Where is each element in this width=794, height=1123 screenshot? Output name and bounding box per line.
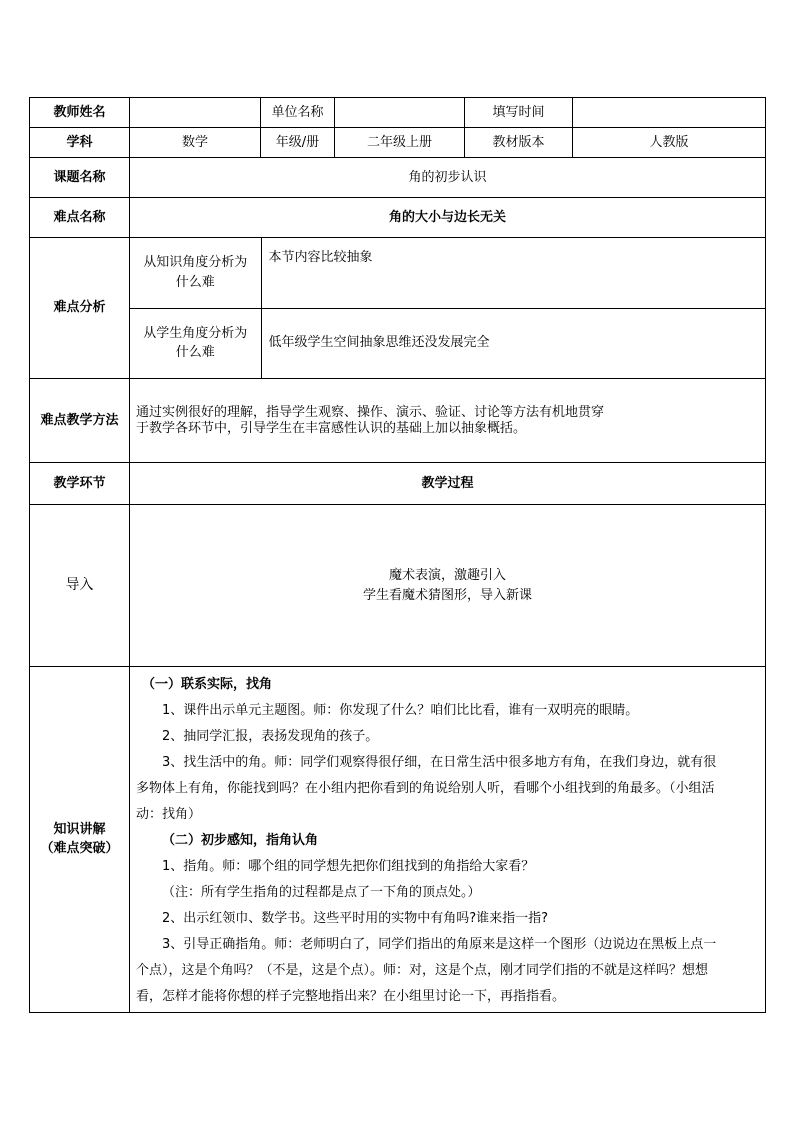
subject-value: 数学 bbox=[130, 128, 261, 158]
intro-row bbox=[30, 505, 766, 667]
analysis-row bbox=[30, 238, 766, 379]
paragraph-line: 2、抽同学汇报，表扬发现角的孩子。 bbox=[162, 729, 379, 744]
difficulty-row bbox=[30, 198, 766, 238]
analysis-subtable bbox=[130, 238, 765, 378]
paragraph-line: （注：所有学生指角的过程都是点了一下角的顶点处。） bbox=[162, 885, 481, 900]
fill-date-value bbox=[573, 98, 766, 128]
paragraph-line: 2、出示红领巾、数学书。这些平时用的实物中有角吗?谁来指一指? bbox=[162, 911, 549, 926]
process-header-row bbox=[30, 463, 766, 505]
paragraph-line: 看，怎样才能将你想的样子完整地指出来？在小组里讨论一下，再指指看。 bbox=[136, 989, 566, 1004]
header-row-2 bbox=[30, 128, 766, 158]
unit-name-label: 单位名称 bbox=[261, 98, 335, 128]
section-heading-1: （一）联系实际，找角 bbox=[142, 677, 273, 692]
section-heading-2: （二）初步感知，指角认角 bbox=[162, 833, 319, 848]
header-row-1 bbox=[30, 98, 766, 128]
paragraph-line: 动：找角） bbox=[136, 807, 202, 822]
subject-label: 学科 bbox=[30, 128, 130, 158]
lesson-plan-table bbox=[29, 97, 766, 1013]
unit-name-value bbox=[335, 98, 465, 128]
method-row bbox=[30, 379, 766, 463]
paragraph-line: 3、找生活中的角。师：同学们观察得很仔细，在日常生活中很多地方有角，在我们身边，就有很 bbox=[162, 755, 717, 770]
knowledge-angle-text: 本节内容比较抽象 bbox=[261, 238, 765, 308]
paragraph-line: 1、课件出示单元主题图。师：你发现了什么？咱们比比看，谁有一双明亮的眼睛。 bbox=[162, 703, 639, 718]
topic-value: 角的初步认识 bbox=[130, 158, 766, 198]
knowledge-row bbox=[30, 667, 766, 1013]
paragraph-line: 3、引导正确指角。师：老师明白了，同学们指出的角原来是这样一个图形（边说边在黑板上点一 bbox=[162, 937, 717, 952]
difficulty-value: 角的大小与边长无关 bbox=[130, 198, 766, 238]
difficulty-label: 难点名称 bbox=[30, 198, 130, 238]
analysis-cell bbox=[130, 238, 766, 379]
student-angle-text: 低年级学生空间抽象思维还没发展完全 bbox=[261, 308, 765, 378]
fill-date-label: 填写时间 bbox=[465, 98, 573, 128]
topic-row bbox=[30, 158, 766, 198]
grade-label: 年级/册 bbox=[261, 128, 335, 158]
method-label: 难点教学方法 bbox=[30, 379, 130, 463]
teaching-stage-label: 教学环节 bbox=[30, 463, 130, 505]
grade-value: 二年级上册 bbox=[335, 128, 465, 158]
analysis-knowledge-row bbox=[130, 238, 765, 308]
teaching-process-label: 教学过程 bbox=[130, 463, 766, 505]
analysis-student-row bbox=[130, 308, 765, 378]
method-text: 通过实例很好的理解，指导学生观察、操作、演示、验证、讨论等方法有机地贯穿 于教学各环节中，引导学生在丰富感性认识的基础上加以抽象概括。 bbox=[130, 379, 766, 463]
intro-label: 导入 bbox=[30, 505, 130, 667]
edition-value: 人教版 bbox=[573, 128, 766, 158]
knowledge-angle-label: 从知识角度分析为 什么难 bbox=[130, 238, 261, 308]
paragraph-line: 1、指角。师：哪个组的同学想先把你们组找到的角指给大家看？ bbox=[162, 859, 535, 874]
edition-label: 教材版本 bbox=[465, 128, 573, 158]
student-angle-label: 从学生角度分析为 什么难 bbox=[130, 308, 261, 378]
intro-content: 魔术表演，激趣引入 学生看魔术猜图形，导入新课 bbox=[130, 505, 766, 667]
analysis-label: 难点分析 bbox=[30, 238, 130, 379]
topic-label: 课题名称 bbox=[30, 158, 130, 198]
knowledge-content bbox=[130, 667, 766, 1013]
knowledge-label: 知识讲解 （难点突破） bbox=[30, 667, 130, 1013]
paragraph-line: 多物体上有角，你能找到吗？在小组内把你看到的角说给别人听，看哪个小组找到的角最多。（小组活 bbox=[136, 781, 715, 796]
teacher-name-value bbox=[130, 98, 261, 128]
teacher-name-label: 教师姓名 bbox=[30, 98, 130, 128]
paragraph-line: 个点），这是个角吗？（不是，这是个点）。师：对，这是个点，刚才同学们指的不就是这样吗？想想 bbox=[136, 963, 709, 978]
